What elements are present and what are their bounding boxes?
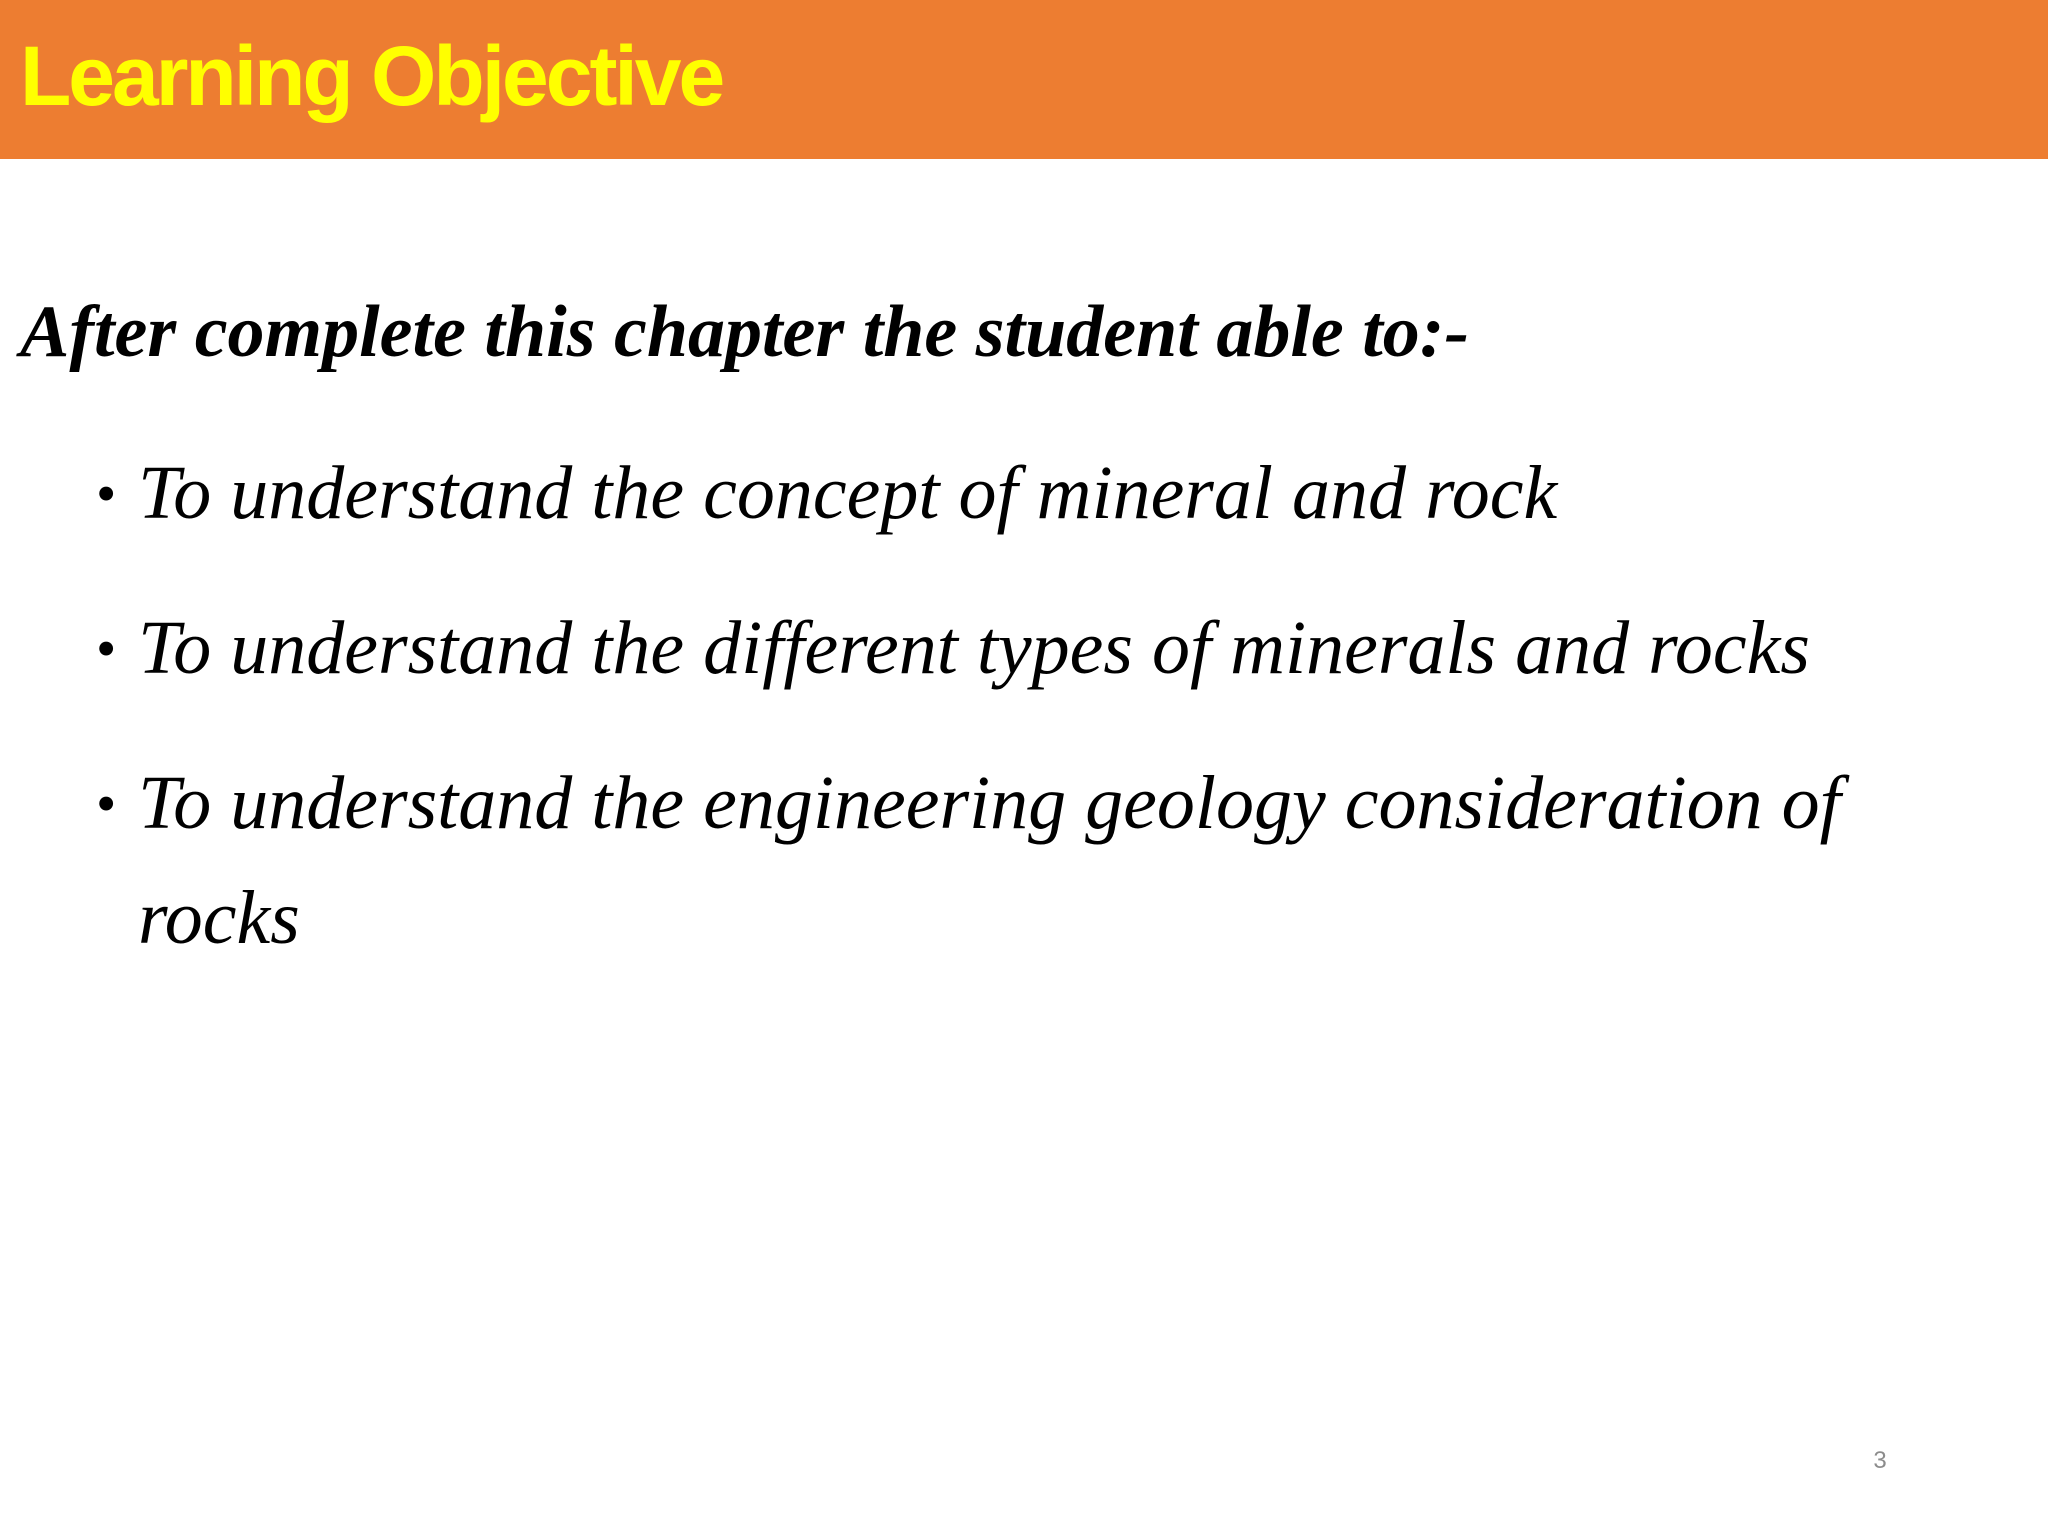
objective-item <box>96 591 1986 706</box>
objective-item <box>96 746 1986 976</box>
bullet-icon: • <box>96 616 117 681</box>
bullet-icon: • <box>96 461 117 526</box>
bullet-icon: • <box>96 771 117 836</box>
objectives-list <box>96 436 1986 1016</box>
objective-text: To understand the different types of minerals and rocks <box>138 606 1810 690</box>
intro-text: After complete this chapter the student able to:- <box>20 291 1470 373</box>
title-bar <box>0 0 2048 159</box>
slide-title: Learning Objective <box>20 29 723 123</box>
objective-item <box>96 436 1986 551</box>
page-number: 3 <box>1873 1447 1887 1474</box>
objective-text: To understand the engineering geology consideration of rocks <box>138 761 1841 960</box>
objective-text: To understand the concept of mineral and rock <box>138 451 1558 535</box>
